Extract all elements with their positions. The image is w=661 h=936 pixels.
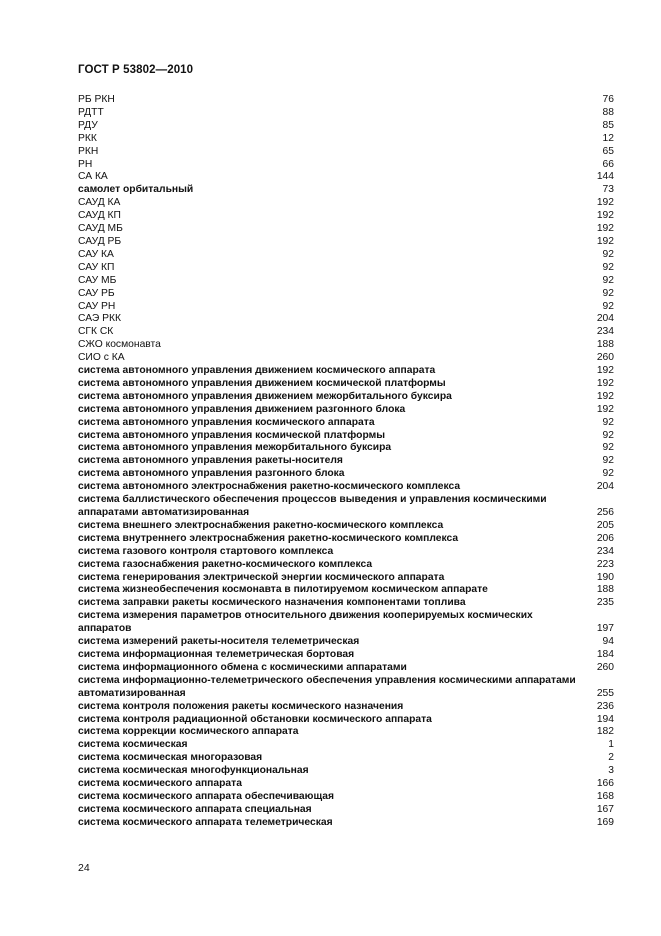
index-entry <box>78 726 614 739</box>
index-term: система контроля радиационной обстановки космического аппарата <box>78 713 432 725</box>
index-page-ref: 255 <box>596 687 614 699</box>
index-entry <box>78 649 614 662</box>
index-entry <box>78 326 614 339</box>
index-entry <box>78 352 614 365</box>
index-term: система космического аппарата телеметрическая <box>78 816 333 828</box>
index-page-ref: 85 <box>602 119 614 131</box>
index-term: система космического аппарата обеспечивающая <box>78 790 335 802</box>
index-entry <box>78 275 614 288</box>
index-term: система космическая <box>78 739 188 751</box>
index-entry <box>78 94 614 107</box>
index-page-ref: 192 <box>596 377 614 389</box>
index-entry <box>78 262 614 275</box>
index-entry <box>78 378 614 391</box>
index-term: РКК <box>78 132 97 144</box>
index-term: система генерирования электрической энергии космического аппарата <box>78 571 445 583</box>
index-entry <box>78 171 614 184</box>
index-page-ref: 3 <box>608 765 614 777</box>
index-page-ref: 192 <box>596 223 614 235</box>
index-term: система автономного управления движением космической платформы <box>78 377 446 389</box>
index-term: система газоснабжения ракетно-космического комплекса <box>78 558 373 570</box>
index-term: система автономного управления космического аппарата <box>78 416 375 428</box>
index-term: система информационная телеметрическая бортовая <box>78 648 355 660</box>
index-entry <box>78 339 614 352</box>
index-page-ref: 1 <box>608 739 614 751</box>
index-entry <box>78 597 614 610</box>
index-term: СА КА <box>78 171 108 183</box>
index-page-ref: 167 <box>596 803 614 815</box>
index-page-ref: 236 <box>596 700 614 712</box>
index-term: САУД КА <box>78 197 121 209</box>
index-entry <box>78 572 614 585</box>
index-page-ref: 234 <box>596 545 614 557</box>
index-page-ref: 223 <box>596 558 614 570</box>
index-term: система контроля положения ракеты космического назначения <box>78 700 404 712</box>
index-page-ref: 73 <box>602 184 614 196</box>
index-page-ref: 204 <box>596 481 614 493</box>
index-term: система автономного управления движением разгонного блока <box>78 403 406 415</box>
index-term: система автономного управления движением межорбитального буксира <box>78 390 452 402</box>
index-term: СГК СК <box>78 326 114 338</box>
index-entry <box>78 120 614 133</box>
index-entry <box>78 559 614 572</box>
index-term: система автономного электроснабжения ракетно-космического комплекса <box>78 481 461 493</box>
index-entry <box>78 301 614 314</box>
index-page-ref: 197 <box>596 623 614 635</box>
index-entry <box>78 701 614 714</box>
index-entry <box>78 610 614 636</box>
index-term: система внутреннего электроснабжения ракетно-космического комплекса <box>78 532 459 544</box>
index-page-ref: 192 <box>596 365 614 377</box>
index-page-ref: 192 <box>596 210 614 222</box>
index-entry <box>78 662 614 675</box>
index-entry <box>78 223 614 236</box>
index-entry <box>78 714 614 727</box>
index-term: система космического аппарата <box>78 778 242 790</box>
index-term: РБ РКН <box>78 94 115 105</box>
index-page-ref: 206 <box>596 532 614 544</box>
index-term: система автономного управления разгонного блока <box>78 468 345 480</box>
document-header: ГОСТ Р 53802—2010 <box>78 64 194 76</box>
index-entry <box>78 288 614 301</box>
index-entry <box>78 739 614 752</box>
index-page-ref: 94 <box>602 636 614 648</box>
index-page-ref: 92 <box>602 416 614 428</box>
index-page-ref: 204 <box>596 313 614 325</box>
index-term: САЭ РКК <box>78 313 121 325</box>
index-term: РДТТ <box>78 106 104 118</box>
index-term: РДУ <box>78 119 98 131</box>
index-entry <box>78 133 614 146</box>
index-entry <box>78 236 614 249</box>
index-term: система газового контроля стартового комплекса <box>78 545 334 557</box>
index-page-ref: 182 <box>596 726 614 738</box>
index-entry <box>78 778 614 791</box>
index-entry <box>78 404 614 417</box>
index-entry <box>78 804 614 817</box>
index-page-ref: 92 <box>602 248 614 260</box>
index-entry <box>78 481 614 494</box>
index-term: система информационно-телеметрического обеспечения управления космическими аппаратами автоматизированная <box>78 674 576 699</box>
index-term: система жизнеобеспечения космонавта в пилотируемом космическом аппарате <box>78 584 488 596</box>
index-entry <box>78 184 614 197</box>
index-term: система измерений ракеты-носителя телеметрическая <box>78 636 360 648</box>
index-entry <box>78 313 614 326</box>
index-page-ref: 66 <box>602 158 614 170</box>
index-page-ref: 92 <box>602 442 614 454</box>
index-entry <box>78 107 614 120</box>
index-entry <box>78 675 614 701</box>
index-entry <box>78 430 614 443</box>
index-term: система автономного управления ракеты-носителя <box>78 455 343 467</box>
index-entry <box>78 210 614 223</box>
index-entry <box>78 636 614 649</box>
index-term: самолет орбитальный <box>78 184 194 196</box>
index-page-ref: 190 <box>596 571 614 583</box>
index-entry <box>78 146 614 159</box>
index-term: система информационного обмена с космическими аппаратами <box>78 661 407 673</box>
index-term: САУД РБ <box>78 235 122 247</box>
index-entry <box>78 520 614 533</box>
index-entry <box>78 468 614 481</box>
index-entry <box>78 765 614 778</box>
index-entry <box>78 791 614 804</box>
index-page-ref: 92 <box>602 261 614 273</box>
index-page-ref: 260 <box>596 661 614 673</box>
index-entry <box>78 817 614 830</box>
index-entry <box>78 391 614 404</box>
index-page-ref: 92 <box>602 429 614 441</box>
index-page-ref: 12 <box>602 132 614 144</box>
index-term: система баллистического обеспечения процессов выведения и управления космическими аппаратами автоматизированная <box>78 494 547 518</box>
index-term: система коррекции космического аппарата <box>78 726 299 738</box>
index-page-ref: 168 <box>596 790 614 802</box>
index-page-ref: 256 <box>596 507 614 518</box>
index-entry <box>78 584 614 597</box>
index-page-ref: 184 <box>596 648 614 660</box>
index-term: система автономного управления межорбитального буксира <box>78 442 392 454</box>
page-number: 24 <box>78 862 90 874</box>
index-entry <box>78 197 614 210</box>
index-entry <box>78 546 614 559</box>
index-term: САУД МБ <box>78 223 123 235</box>
index-entry <box>78 752 614 765</box>
index-page-ref: 235 <box>596 597 614 609</box>
index-page-ref: 88 <box>602 106 614 118</box>
index-page-ref: 92 <box>602 455 614 467</box>
index-page-ref: 144 <box>596 171 614 183</box>
index-term: система заправки ракеты космического назначения компонентами топлива <box>78 597 466 609</box>
index-term: система автономного управления движением космического аппарата <box>78 365 436 377</box>
index-term: САУ КА <box>78 248 114 260</box>
index-term: САУ РБ <box>78 287 115 299</box>
index-page-ref: 192 <box>596 235 614 247</box>
index-page-ref: 234 <box>596 326 614 338</box>
index-entry <box>78 249 614 262</box>
index-entry <box>78 533 614 546</box>
index-term: РКН <box>78 145 99 157</box>
index-page-ref: 192 <box>596 197 614 209</box>
index-term: САУ РН <box>78 300 116 312</box>
index-page-ref: 92 <box>602 274 614 286</box>
index-term: система измерения параметров относительного движения кооперируемых космических аппаратов <box>78 610 533 635</box>
index-entry <box>78 417 614 430</box>
index-page-ref: 76 <box>602 94 614 105</box>
index-page-ref: 92 <box>602 287 614 299</box>
index-term: САУ КП <box>78 261 115 273</box>
index-entry <box>78 494 614 520</box>
index-page-ref: 65 <box>602 145 614 157</box>
index-page-ref: 205 <box>596 519 614 531</box>
index-entry <box>78 365 614 378</box>
index-term: САУ МБ <box>78 274 117 286</box>
index-term: САУД КП <box>78 210 121 222</box>
index-page-ref: 194 <box>596 713 614 725</box>
index-entries <box>78 94 614 830</box>
index-term: система внешнего электроснабжения ракетно-космического комплекса <box>78 519 444 531</box>
index-term: система автономного управления космической платформы <box>78 429 386 441</box>
index-entry <box>78 159 614 172</box>
index-term: СИО с КА <box>78 352 125 364</box>
index-entry <box>78 442 614 455</box>
index-page-ref: 188 <box>596 339 614 351</box>
index-term: РН <box>78 158 93 170</box>
index-page-ref: 192 <box>596 390 614 402</box>
index-page-ref: 260 <box>596 352 614 364</box>
index-page-ref: 169 <box>596 816 614 828</box>
index-page-ref: 92 <box>602 468 614 480</box>
index-term: система космического аппарата специальная <box>78 803 312 815</box>
index-page-ref: 92 <box>602 300 614 312</box>
index-page-ref: 188 <box>596 584 614 596</box>
index-term: СЖО космонавта <box>78 339 161 351</box>
index-page-ref: 2 <box>608 752 614 764</box>
index-page-ref: 166 <box>596 778 614 790</box>
index-page-ref: 192 <box>596 403 614 415</box>
index-term: система космическая многоразовая <box>78 752 263 764</box>
index-entry <box>78 455 614 468</box>
index-term: система космическая многофункциональная <box>78 765 309 777</box>
